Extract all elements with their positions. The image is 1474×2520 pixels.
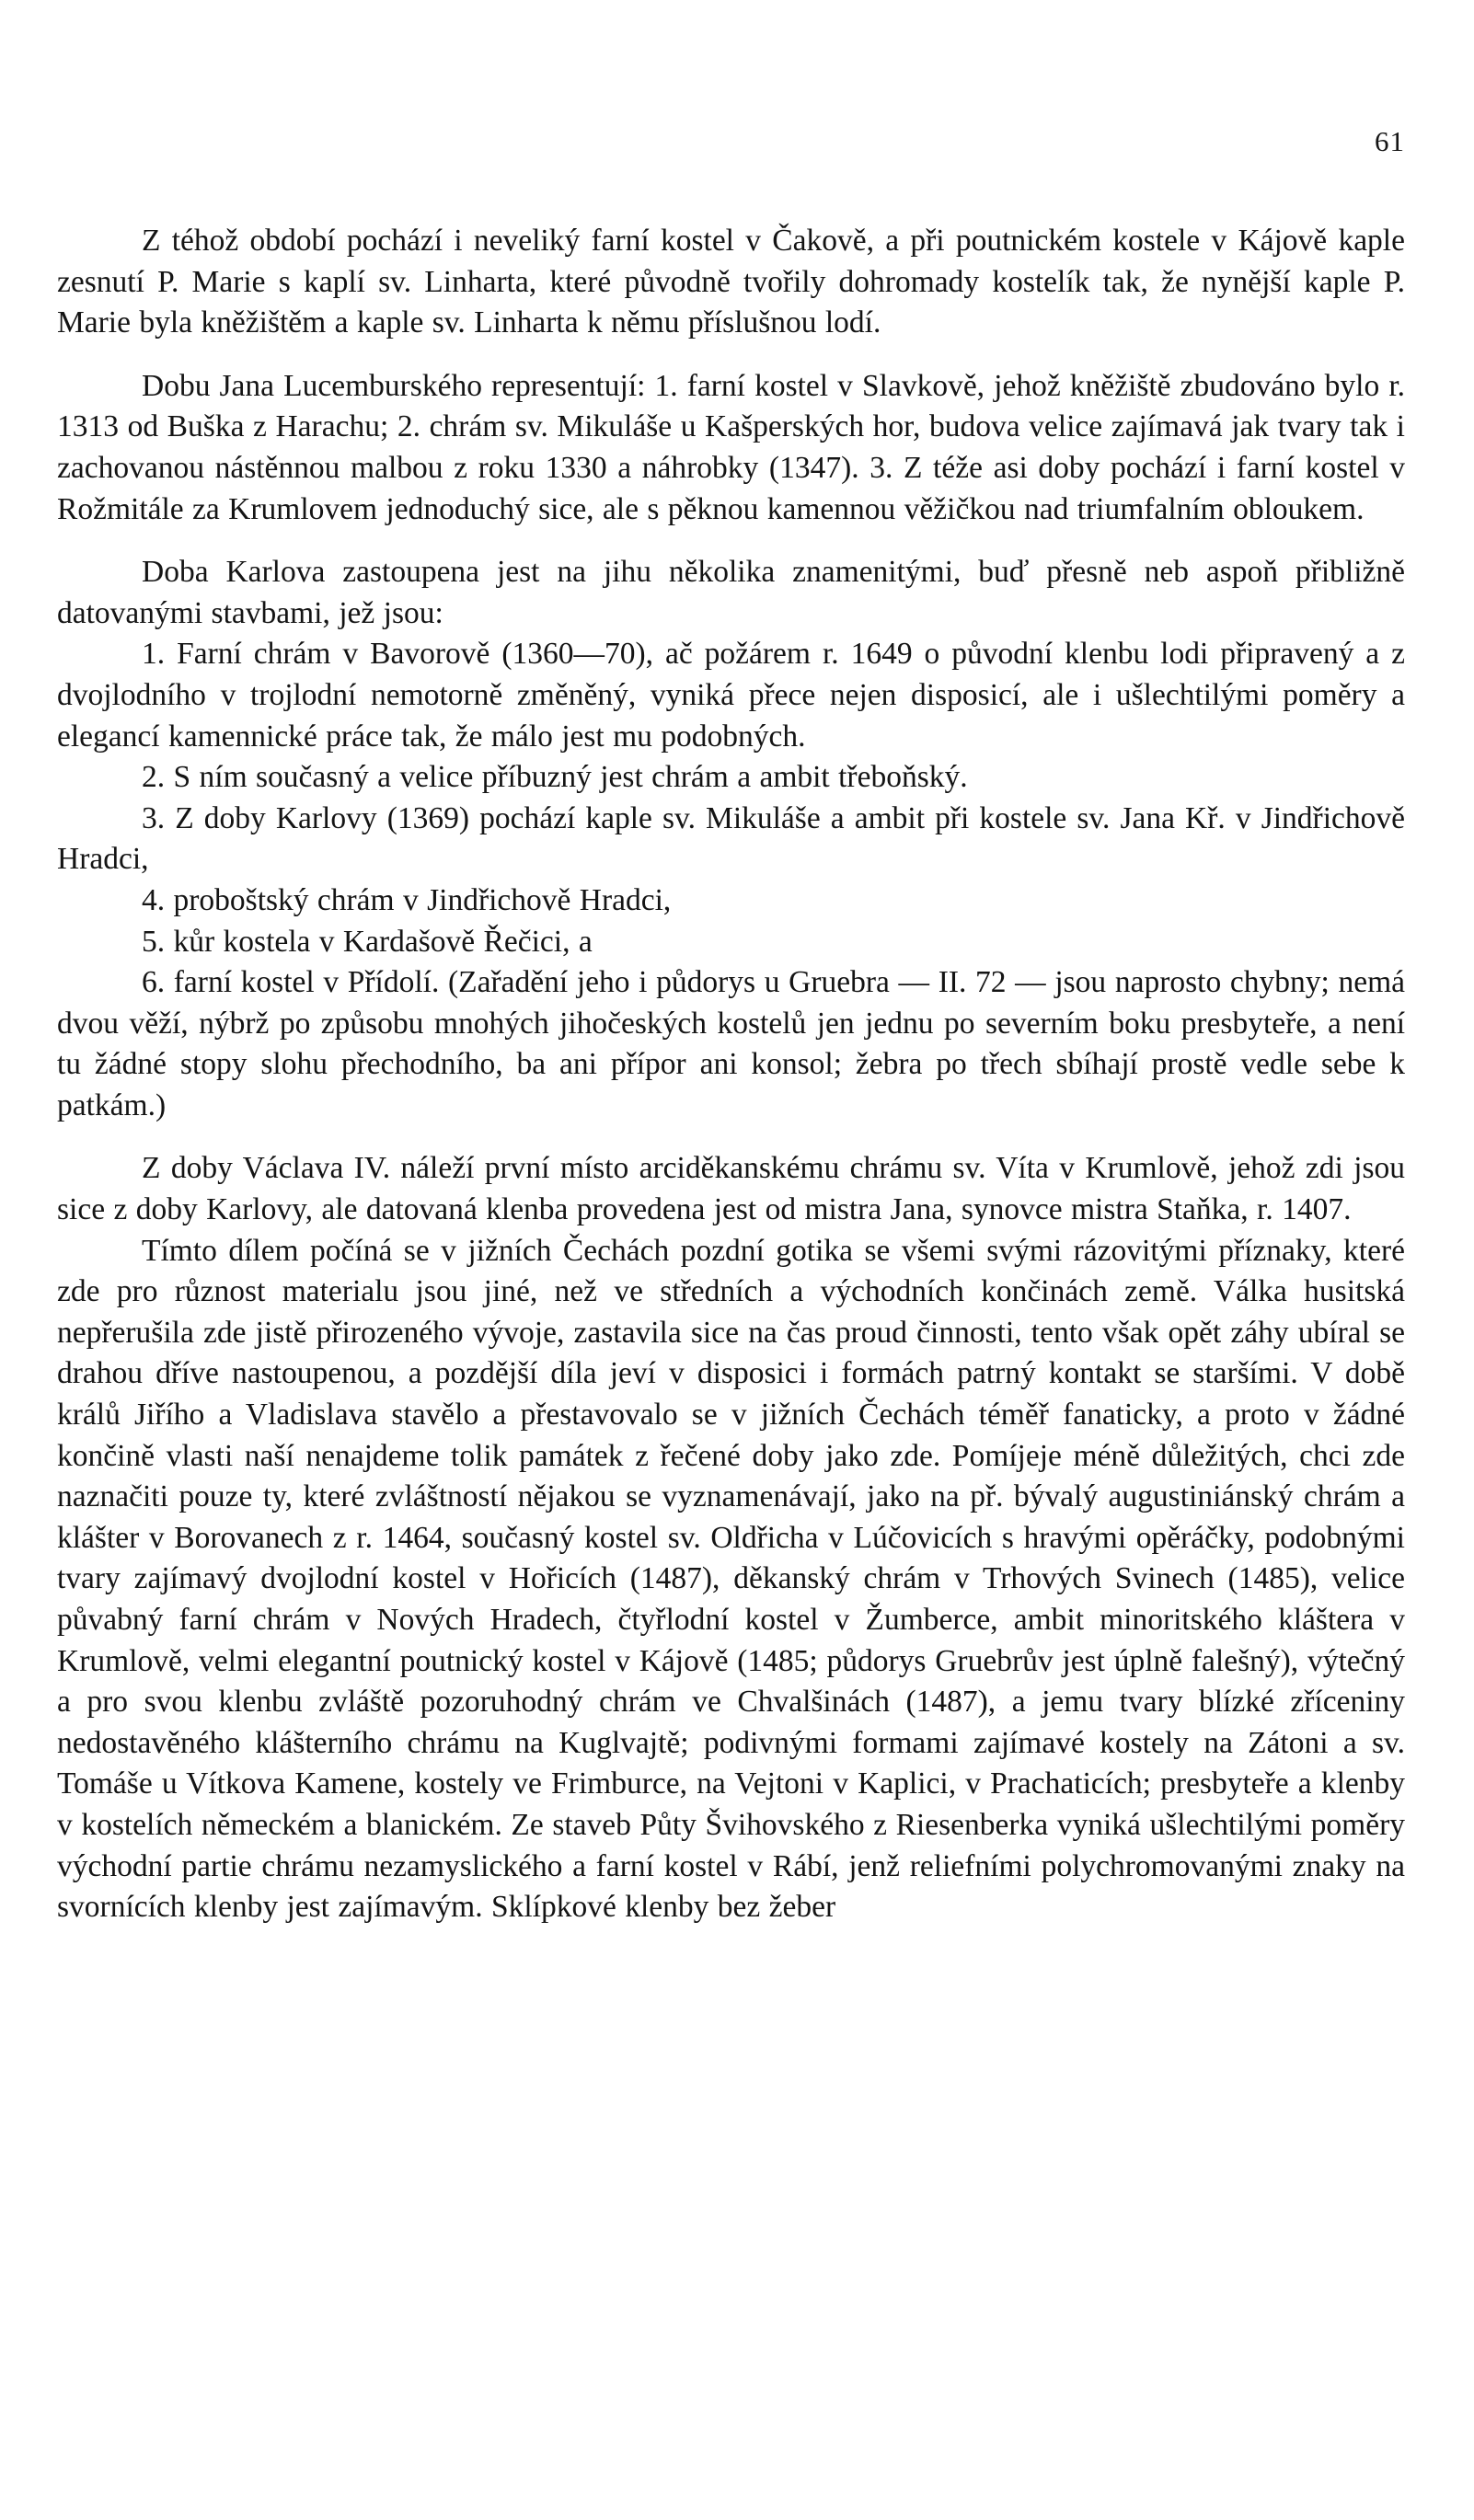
- body-text: [57, 221, 1405, 1928]
- list-item-bavorov: 1. Farní chrám v Bavorově (1360—70), ač požárem r. 1649 o původní klenbu lodi připravený a z dvojlodního v trojlodní nemotorně změněný, vyniká přece nejen disposicí, ale i ušlechtilými poměry a elegancí kamennické práce tak, že málo jest mu podobných.: [57, 637, 1405, 754]
- paragraph-jan-lucembursky: Dobu Jana Lucemburského representují: 1. farní kostel v Slavkově, jehož kněžiště zbudováno bylo r. 1313 od Buška z Harachu; 2. chrám sv. Mikuláše u Kašperských hor, budova velice zajímavá jak tvary tak i zachovanou nástěnnou malbou z roku 1330 a náhrobky (1347). 3. Z téže asi doby pochází i farní kostel v Rožmitále za Krumlovem jednoduchý sice, ale s pěknou kamennou věžičkou nad triumfalním obloukem.: [57, 368, 1405, 526]
- paragraph-vaclav-iv: Z doby Václava IV. náleží první místo arciděkanskému chrámu sv. Víta v Krumlově, jehož zdi jsou sice z doby Karlovy, ale datovaná klenba provedena jest od mistra Jana, synovce mistra Staňka, r. 1407.: [57, 1151, 1405, 1227]
- list-item-kardasova-recice: 5. kůr kostela v Kardašově Řečici, a: [142, 924, 593, 959]
- list-item-pridoli: 6. farní kostel v Přídolí. (Zařadění jeho i půdorys u Gruebra — II. 72 — jsou naprosto chybny; nemá dvou věží, nýbrž po způsobu mnohých jihočeských kostelů jen jednu po severním boku presbyteře, a není tu žádné stopy slohu přechodního, ba ani přípor ani konsol; žebra po třech sbíhají prostě vedle sebe k patkám.): [57, 965, 1405, 1122]
- list-item-jindrichuv-hradec-probostsky: 4. proboštský chrám v Jindřichově Hradci,: [142, 882, 672, 917]
- paragraph-pozdni-gotika: Tímto dílem počíná se v jižních Čechách pozdní gotika se všemi svými rázovitými příznaky, které zde pro různost materialu jsou jiné, než ve středních a východních končinách země. Válka husitská nepřerušila zde jistě přirozeného vývoje, zastavila sice na čas proud činnosti, tento však opět záhy ubíral se drahou dříve nastoupenou, a pozdější díla jeví v disposici i formách patrný kontakt se staršími. V době králů Jiřího a Vladislava stavělo a přestavovalo se v jižních Čechách téměř fanaticky, a proto v žádné končině vlasti naší nenajdeme tolik památek z řečené doby jako zde. Pomíjeje méně důležitých, chci zde naznačiti pouze ty, které zvláštností nějakou se vyznamenávají, jako na př. bývalý augustiniánský chrám a klášter v Borovanech z r. 1464, současný kostel sv. Oldřicha v Lúčovicích s hravými opěráčky, podobnými tvary zajímavý dvojlodní kostel v Hořicích (1487), děkanský chrám v Trhových Svinech (1485), velice půvabný farní chrám v Nových Hradech, čtyřlodní kostel v Žumberce, ambit minoritského kláštera v Krumlově, velmi elegantní poutnický kostel v Kájově (1485; půdorys Gruebrův jest úplně falešný), výtečný a pro svou klenbu zvláště pozoruhodný chrám ve Chvalšinách (1487), a jemu tvary blízké zříceniny nedostavěného klášterního chrámu na Kuglvajtě; podivnými formami zajímavé kostely na Zátoni a sv. Tomáše u Vítkova Kamene, kostely ve Frimburce, na Vejtoni v Kaplici, v Prachaticích; presbyteře a klenby v kostelích německém a blanickém. Ze staveb Půty Švihovského z Riesenberka vyniká ušlechtilými poměry východní partie chrámu nezamyslického a farní kostel v Rábí, jenž reliefními polychromovanými znaky na svornících klenby jest zajímavým. Sklípkové klenby bez žeber: [57, 1233, 1405, 1925]
- list-item-jindrichuv-hradec-kaple: 3. Z doby Karlovy (1369) pochází kaple sv. Mikuláše a ambit při kostele sv. Jana Kř. v Jindřichově Hradci,: [57, 800, 1405, 877]
- paragraph-cakov-kajov: Z téhož období pochází i neveliký farní kostel v Čakově, a při poutnickém kostele v Kájově kaple zesnutí P. Marie s kaplí sv. Linharta, které původně tvořily dohromady kostelík tak, že nynější kaple P. Marie byla kněžištěm a kaple sv. Linharta k němu příslušnou lodí.: [57, 224, 1405, 340]
- list-item-trebon: 2. S ním současný a velice příbuzný jest chrám a ambit třeboňský.: [142, 760, 968, 795]
- page-number: 61: [1375, 125, 1405, 157]
- paragraph-doba-karlova-intro: Doba Karlova zastoupena jest na jihu několika znamenitými, buď přesně neb aspoň přibližně datovanými stavbami, jež jsou:: [57, 555, 1405, 630]
